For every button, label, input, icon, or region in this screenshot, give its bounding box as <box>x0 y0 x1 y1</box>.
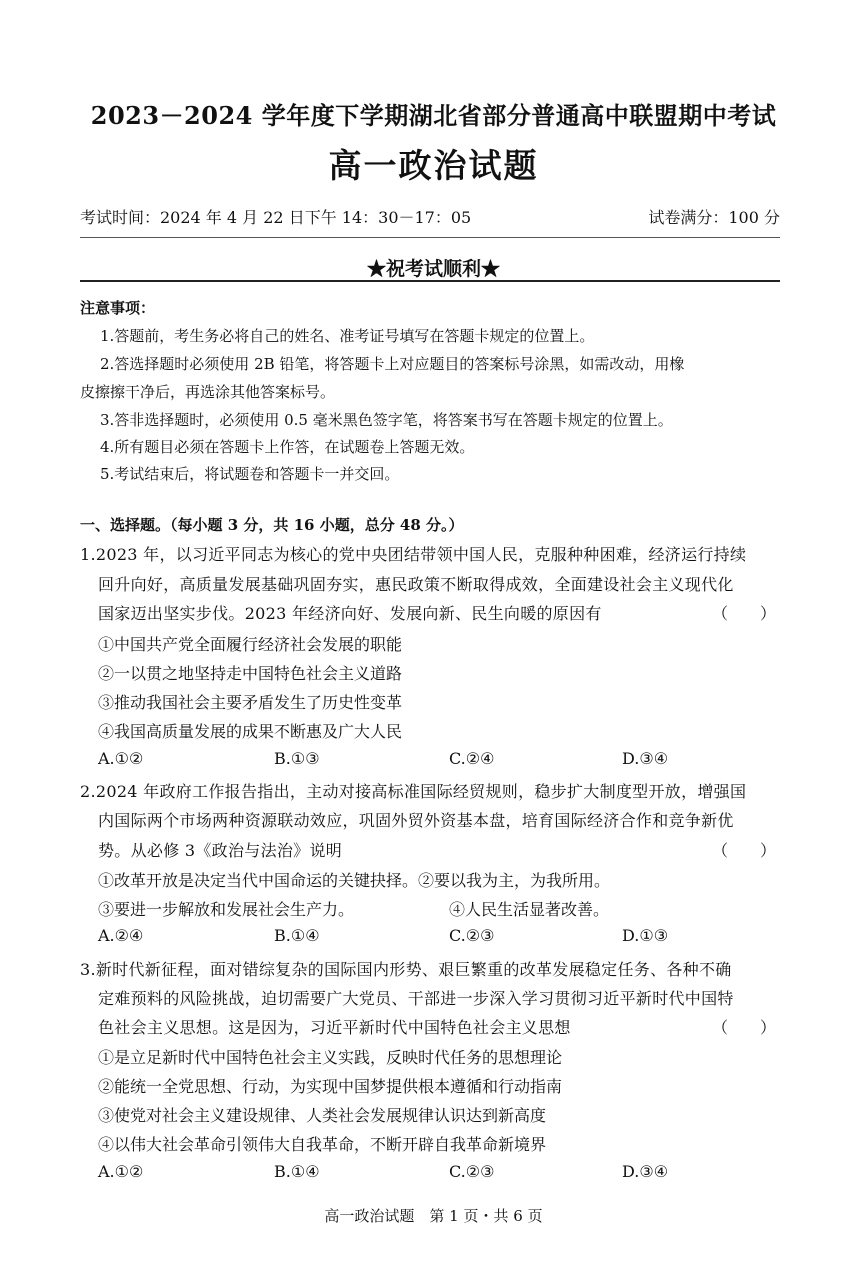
q1-statement-1: ①中国共产党全面履行经济社会发展的职能 <box>98 635 403 654</box>
notice-item-2-cont: 皮擦擦干净后，再选涂其他答案标号。 <box>80 383 336 401</box>
q3-answer-paren: （ ） <box>712 1018 777 1037</box>
q3-choice-a: A.①② <box>98 1162 144 1181</box>
q3-choice-c: C.②③ <box>449 1162 495 1181</box>
section-heading: 一、选择题。（每小题 3 分，共 16 小题，总分 48 分。） <box>80 516 464 534</box>
q2-statement-3: ③要进一步解放和发展社会生产力。 <box>98 900 355 919</box>
q1-statement-4: ④我国高质量发展的成果不断惠及广大人民 <box>98 722 403 741</box>
notice-item-1: 1.答题前，考生务必将自己的姓名、准考证号填写在答题卡规定的位置上。 <box>100 327 595 345</box>
q1-stem-line2: 回升向好，高质量发展基础巩固夯实，惠民政策不断取得成效，全面建设社会主义现代化 <box>98 575 734 594</box>
full-score: 试卷满分：100 分 <box>648 208 780 227</box>
q3-stem-line3: 色社会主义思想。这是因为，习近平新时代中国特色社会主义思想 <box>98 1018 571 1037</box>
exam-time: 考试时间：2024 年 4 月 22 日下午 14：30－17：05 <box>80 208 472 227</box>
blessing-banner: ★祝考试顺利★ <box>366 258 500 280</box>
header-divider-bottom <box>80 280 780 282</box>
q1-stem-line1: 1.2023 年，以习近平同志为核心的党中央团结带领中国人民，克服种种困难，经济运行持续 <box>80 545 747 564</box>
q2-choice-c: C.②③ <box>449 926 495 945</box>
q3-statement-4: ④以伟大社会革命引领伟大自我革命，不断开辟自我革命新境界 <box>98 1135 547 1154</box>
q1-choice-c: C.②④ <box>449 749 495 768</box>
q2-choice-b: B.①④ <box>274 926 320 945</box>
q1-stem-line3: 国家迈出坚实步伐。2023 年经济向好、发展向新、民生向暖的原因有 <box>98 604 602 623</box>
header-divider-top <box>80 237 780 238</box>
q1-choice-b: B.①③ <box>274 749 320 768</box>
q2-statement-4: ④人民生活显著改善。 <box>449 900 610 919</box>
q3-statement-1: ①是立足新时代中国特色社会主义实践，反映时代任务的思想理论 <box>98 1048 563 1067</box>
notice-item-4: 4.所有题目必须在答题卡上作答，在试题卷上答题无效。 <box>100 438 475 456</box>
q3-stem-line2: 定难预料的风险挑战，迫切需要广大党员、干部进一步深入学习贯彻习近平新时代中国特 <box>98 989 734 1008</box>
q2-choice-a: A.②④ <box>98 926 144 945</box>
q2-stem-line3: 势。从必修 3《政治与法治》说明 <box>98 841 343 860</box>
q3-statement-2: ②能统一全党思想、行动，为实现中国梦提供根本遵循和行动指南 <box>98 1077 563 1096</box>
q1-choice-d: D.③④ <box>622 749 669 768</box>
q2-choice-d: D.①③ <box>622 926 669 945</box>
notice-item-5: 5.考试结束后，将试题卷和答题卡一并交回。 <box>100 465 400 483</box>
q1-choice-a: A.①② <box>98 749 144 768</box>
q1-statement-2: ②一以贯之地坚持走中国特色社会主义道路 <box>98 664 403 683</box>
notice-item-3: 3.答非选择题时，必须使用 0.5 毫米黑色签字笔，将答案书写在答题卡规定的位置上。 <box>100 411 673 429</box>
page-footer: 高一政治试题 第 1 页・共 6 页 <box>324 1207 543 1225</box>
q2-answer-paren: （ ） <box>712 841 777 860</box>
q1-statement-3: ③推动我国社会主要矛盾发生了历史性变革 <box>98 693 403 712</box>
notice-item-2: 2.答选择题时必须使用 2B 铅笔，将答题卡上对应题目的答案标号涂黑，如需改动，用橡 <box>100 355 685 373</box>
q2-statement-1-2: ①改革开放是决定当代中国命运的关键抉择。②要以我为主，为我所用。 <box>98 871 611 890</box>
q1-answer-paren: （ ） <box>712 604 777 623</box>
q3-stem-line1: 3.新时代新征程，面对错综复杂的国际国内形势、艰巨繁重的改革发展稳定任务、各种不确 <box>80 960 732 979</box>
exam-subject-title: 高一政治试题 <box>328 146 539 185</box>
exam-title: 2023－2024 学年度下学期湖北省部分普通高中联盟期中考试 <box>90 101 777 130</box>
q3-statement-3: ③使党对社会主义建设规律、人类社会发展规律认识达到新高度 <box>98 1106 547 1125</box>
q2-stem-line1: 2.2024 年政府工作报告指出，主动对接高标准国际经贸规则，稳步扩大制度型开放，增强国 <box>80 782 747 801</box>
notice-heading: 注意事项： <box>80 299 156 317</box>
q2-stem-line2: 内国际两个市场两种资源联动效应，巩固外贸外资基本盘，培育国际经济合作和竞争新优 <box>98 811 734 830</box>
q3-choice-d: D.③④ <box>622 1162 669 1181</box>
q3-choice-b: B.①④ <box>274 1162 320 1181</box>
